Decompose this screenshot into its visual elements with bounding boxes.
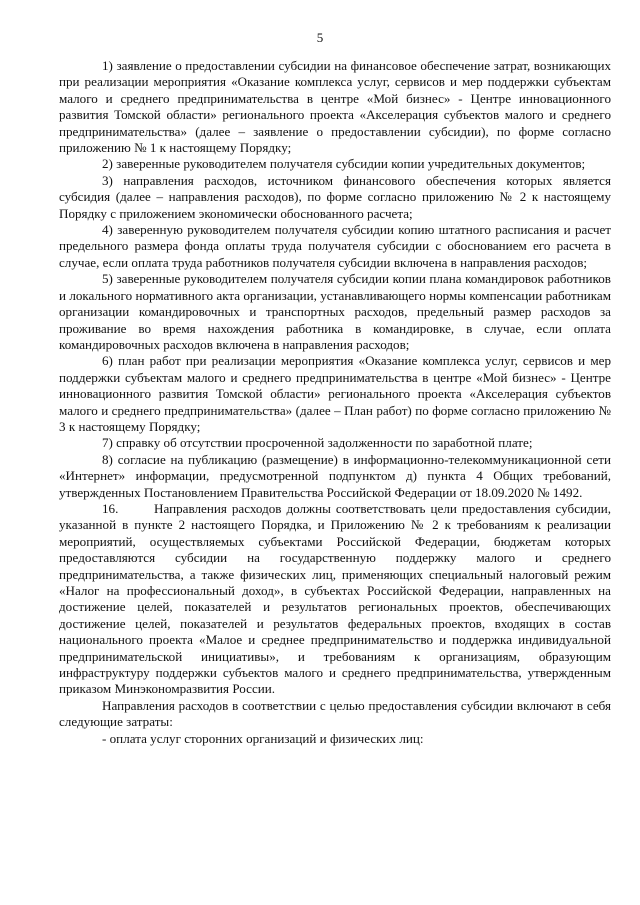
paragraph-item-1: 1) заявление о предоставлении субсидии на финансовое обеспечение затрат, возникающих при реализации мероприятия «Оказание комплекса услуг, сервисов и мер поддержки субъектам малого и среднего предпринимательства в центре «Мой бизнес» - Центре инновационного развития Томской области» регионального проекта «Акселерация субъектов малого и среднего предпринимательства» (далее – заявление о предоставлении субсидии), по форме согласно приложению № 1 к настоящему Порядку; — [59, 58, 611, 156]
item-16-number: 16. — [102, 500, 119, 516]
paragraph-item-3: 3) направления расходов, источником финансового обеспечения которых является субсидия (далее – направления расходов), по форме согласно приложению № 2 к настоящему Порядку с приложением экономически обоснованного расчета; — [59, 172, 611, 221]
paragraph-item-5: 5) заверенные руководителем получателя субсидии копии плана командировок работников и локального нормативного акта организации, устанавливающего нормы компенсации работникам организации командировочных и транспортных расходов, предельный размер расходов за проживание во время нахождения работника в командировке, в случае, если оплата командировочных расходов включена в направления расходов; — [59, 271, 611, 352]
paragraph-item-4: 4) заверенную руководителем получателя субсидии копию штатного расписания и расчет предельного размера фонда оплаты труда получателя субсидии с обоснованием его расчета в случае, если оплата труда работников получателя субсидии включена в направления расходов; — [59, 222, 611, 270]
item-16-text: Направления расходов должны соответствовать цели предоставления субсидии, указанной в пункте 2 настоящего Порядка, и Приложению № 2 к требованиям к реализации мероприятий, осуществляемых субъектами Российской Федерации, бюджетам которых предоставляются субсидии на государственную поддержку малого и среднего предпринимательства, а также физических лиц, применяющих специальный налоговый режим «Налог на профессиональный доход», в субъектах Российской Федерации, направленных на достижение целей, показателей и результатов региональных проектов, обеспечивающих достижение целей, показателей и результатов федеральных проектов, входящих в состав национального проекта «Малое и среднее предпринимательство и поддержка индивидуальной предпринимательской инициативы», и требованиям к организациям, образующим инфраструктуру поддержки субъектов малого и среднего предпринимательства, утвержденным приказом Минэкономразвития России. — [59, 500, 611, 697]
paragraph-item-7: 7) справку об отсутствии просроченной задолженности по заработной плате; — [102, 435, 533, 451]
page-number: 5 — [316, 30, 324, 45]
paragraph-item-6: 6) план работ при реализации мероприятия «Оказание комплекса услуг, сервисов и мер поддержки субъектам малого и среднего предпринимательства в центре «Мой бизнес» - Центре инновационного развития Томской области» регионального проекта «Акселерация субъектов малого и среднего предпринимательства» (далее – План работ) по форме согласно приложению № 3 к настоящему Порядку; — [59, 353, 611, 434]
document-body — [59, 58, 611, 747]
paragraph-item-2: 2) заверенные руководителем получателя субсидии копии учредительных документов; — [102, 156, 586, 172]
paragraph-item-8: 8) согласие на публикацию (размещение) в информационно-телекоммуникационной сети «Интернет» информации, предусмотренной подпунктом д) пункта 4 Общих требований, утвержденных Постановлением Правительства Российской Федерации от 18.09.2020 № 1492. — [59, 451, 611, 500]
paragraph-item-16 — [59, 501, 611, 698]
paragraph-expense-intro: Направления расходов в соответствии с целью предоставления субсидии включают в себя следующие затраты: — [59, 697, 611, 730]
paragraph-expense-item: - оплата услуг сторонних организаций и физических лиц: — [102, 730, 424, 746]
